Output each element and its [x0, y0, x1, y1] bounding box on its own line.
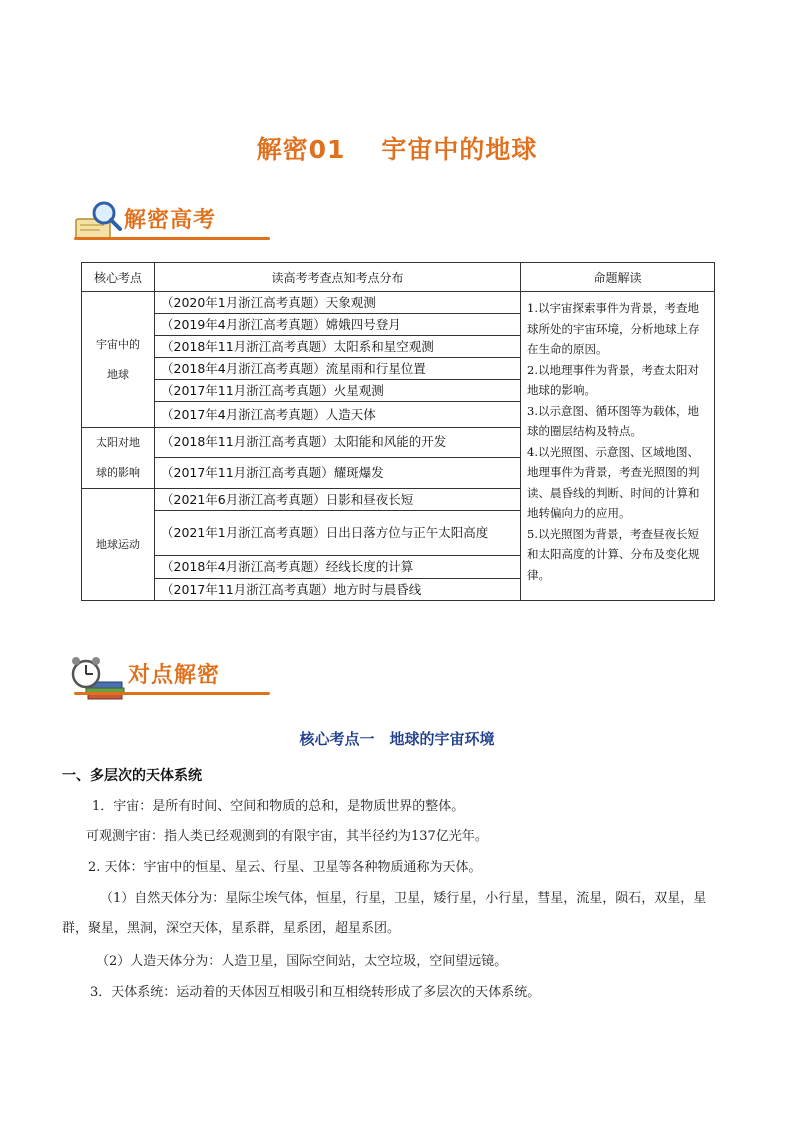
item-cell: （2018年4月浙江高考真题）流星雨和行星位置: [155, 358, 521, 380]
topic-label: 地球运动: [96, 537, 140, 551]
title-part2: 宇宙中的地球: [381, 135, 538, 164]
paragraph: （1）自然天体分为：星际尘埃气体，恒星，行星，卫星，矮行星，小行星，彗星，流星，陨石，双星，星群，聚星，黑洞，深空天体，星系群，星系团，超星系团。: [62, 891, 707, 936]
interpretation-cell: [521, 292, 715, 601]
item-cell: （2019年4月浙江高考真题）嫦娥四号登月: [155, 314, 521, 336]
item-cell: （2021年6月浙江高考真题）日影和昼夜长短: [155, 489, 521, 511]
header-distribution: 读高考考查点知考点分布: [155, 263, 521, 292]
banner2-label: 对点解密: [128, 663, 221, 688]
interpretation-text: 1.以宇宙探索事件为背景，考查地球所处的宇宙环境，分析地球上存在生命的原因。 2.以地理事件为背景，考查太阳对地球的影响。 3.以示意图、循环图等为载体，地球的圈层结构及特点。 4.以光照图、示意图、区域地图、地理事件为背景，考查光照图的判读、晨昏线的判断、时间的计算和地转偏向力的应用。 5.以光照图为背景，考查昼夜长短和太阳高度的计算、分布及变化规律。: [527, 301, 700, 582]
item-cell: （2017年11月浙江高考真题）火星观测: [155, 380, 521, 402]
paragraph: （2）人造天体分为：人造卫星，国际空间站，太空垃圾，空间望远镜。: [96, 954, 508, 969]
topic-label: 宇宙中的 地球: [96, 337, 140, 381]
topic-cell: [82, 489, 155, 601]
page-title: [0, 130, 794, 166]
banner2-underline: [74, 692, 270, 695]
topic-label: 太阳对地 球的影响: [96, 436, 140, 479]
table-row: [82, 292, 715, 314]
paragraph: 可观测宇宙：指人类已经观测到的有限宇宙，其半径约为137亿光年。: [86, 829, 488, 844]
table-header-row: [82, 263, 715, 292]
section-title: 核心考点一 地球的宇宙环境: [299, 730, 495, 748]
title-part1: 解密01: [256, 135, 346, 164]
item-cell: （2017年11月浙江高考真题）耀斑爆发: [155, 457, 521, 488]
header-interpretation: 命题解读: [521, 263, 715, 292]
exam-points-table: [81, 262, 715, 601]
paragraph: 1．宇宙：是所有时间、空间和物质的总和，是物质世界的整体。: [92, 799, 465, 814]
item-cell: （2017年4月浙江高考真题）人造天体: [155, 402, 521, 428]
paragraph: 2. 天体：宇宙中的恒星、星云、行星、卫星等各种物质通称为天体。: [88, 860, 482, 875]
banner-duidian-jiemi: [70, 652, 300, 702]
item-cell: （2018年11月浙江高考真题）太阳系和星空观测: [155, 336, 521, 358]
banner1-underline: [74, 237, 270, 240]
item-cell: （2018年11月浙江高考真题）太阳能和风能的开发: [155, 428, 521, 458]
paragraph: 3．天体系统：运动着的天体因互相吸引和互相绕转形成了多层次的天体系统。: [90, 985, 541, 1000]
section-heading: 一、多层次的天体系统: [62, 768, 202, 784]
header-core-point: 核心考点: [82, 263, 155, 292]
topic-cell: [82, 292, 155, 428]
banner-jiemi-gaokao: [70, 197, 300, 247]
banner1-label: 解密高考: [124, 208, 217, 233]
topic-cell: [82, 428, 155, 489]
item-cell: （2017年11月浙江高考真题）地方时与晨昏线: [155, 579, 521, 601]
item-cell: （2018年4月浙江高考真题）经线长度的计算: [155, 556, 521, 579]
item-cell: （2021年1月浙江高考真题）日出日落方位与正午太阳高度: [155, 511, 521, 556]
item-cell: （2020年1月浙江高考真题）天象观测: [155, 292, 521, 314]
